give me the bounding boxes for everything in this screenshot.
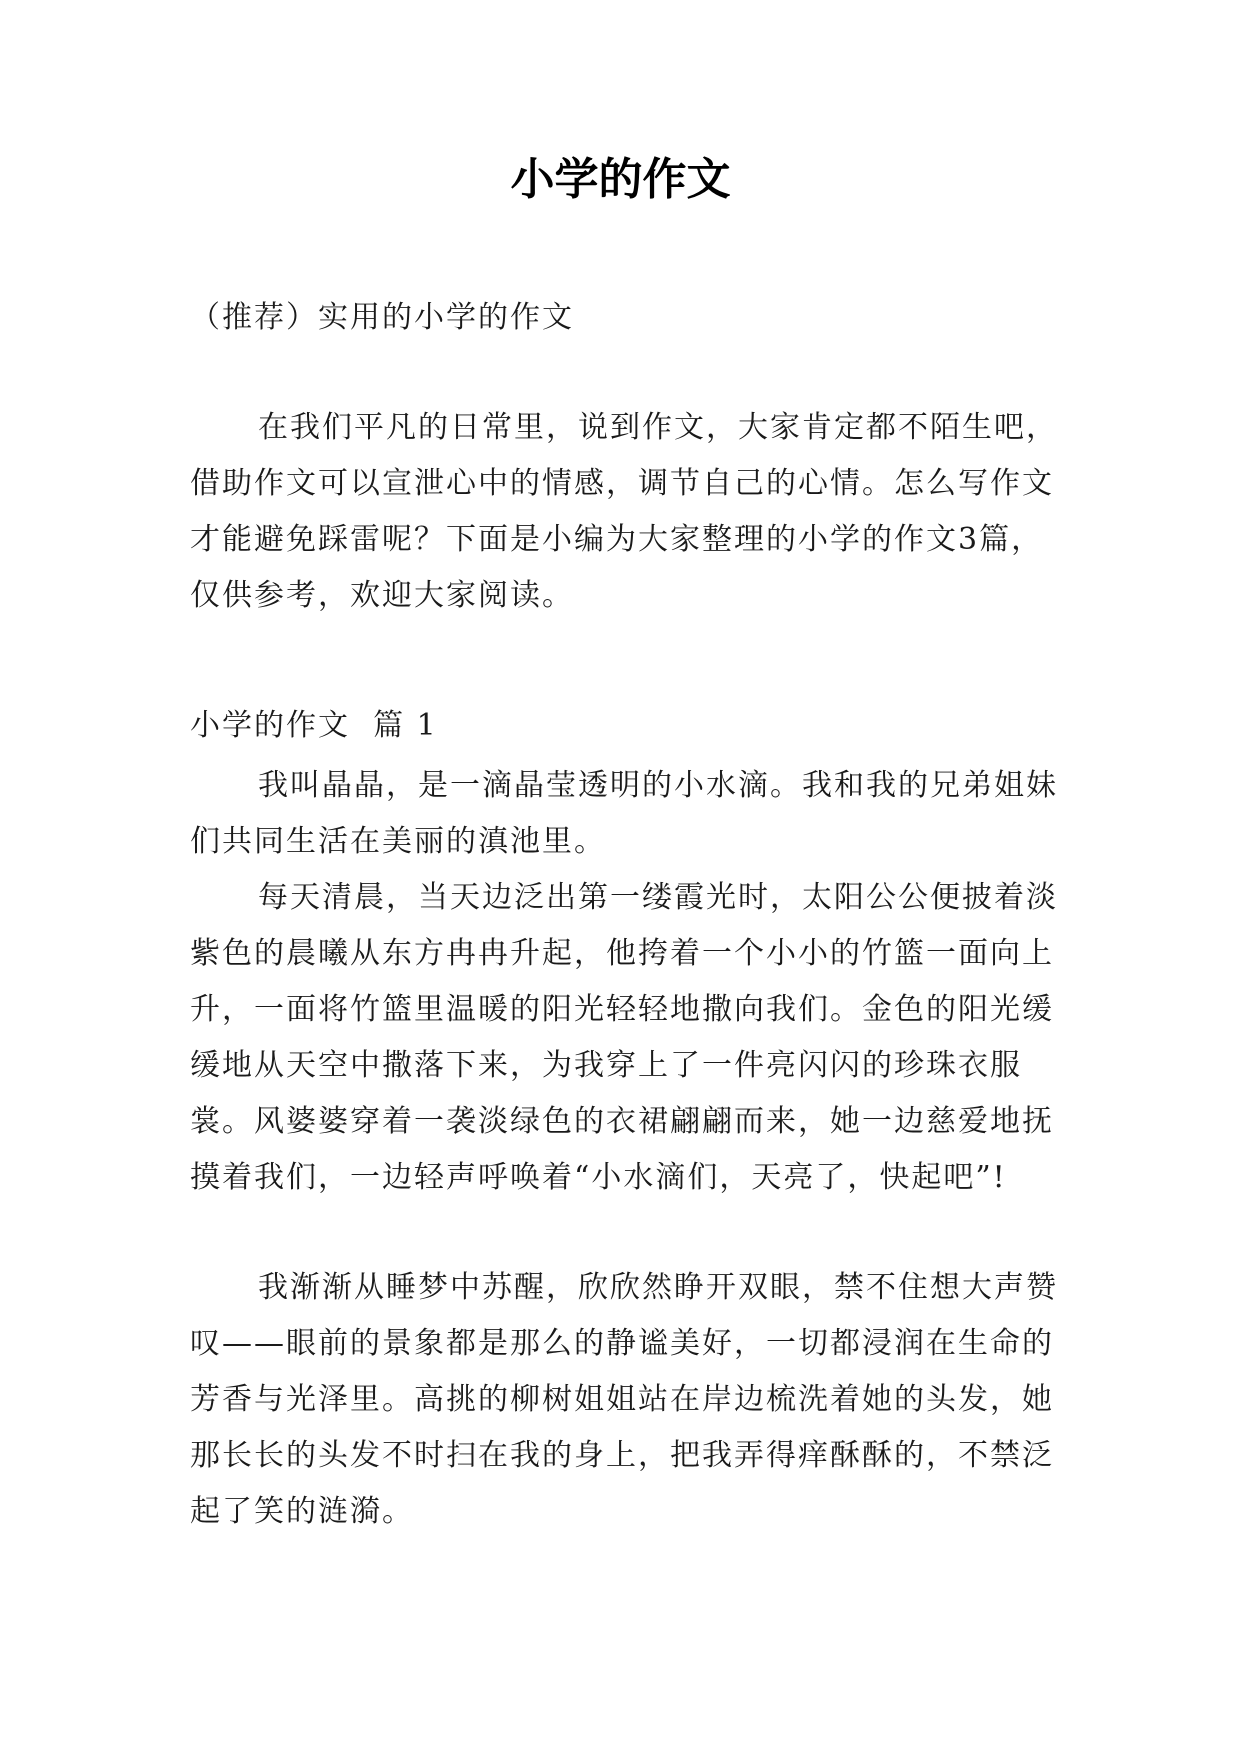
document-subtitle: （推荐）实用的小学的作文 [190, 300, 574, 335]
document-title: 小学的作文 [510, 154, 731, 205]
intro-paragraph: 在我们平凡的日常里，说到作文，大家肯定都不陌生吧，借助作文可以宣泄心中的情感，调节自己的心情。怎么写作文才能避免踩雷呢？下面是小编为大家整理的小学的作文3篇，仅供参考，欢迎大家阅读。 [190, 410, 1058, 613]
section-heading: 小学的作文 篇 1 [190, 708, 438, 743]
body-paragraph-1: 我叫晶晶，是一滴晶莹透明的小水滴。我和我的兄弟姐妹们共同生活在美丽的滇池里。 [190, 768, 1058, 859]
body-paragraph-3: 我渐渐从睡梦中苏醒，欣欣然睁开双眼，禁不住想大声赞叹——眼前的景象都是那么的静谧美好，一切都浸润在生命的芳香与光泽里。高挑的柳树姐姐站在岸边梳洗着她的头发，她那长长的头发不时扫在我的身上，把我弄得痒酥酥的，不禁泛起了笑的涟漪。 [190, 1270, 1058, 1529]
body-paragraph-2: 每天清晨，当天边泛出第一缕霞光时，太阳公公便披着淡紫色的晨曦从东方冉冉升起，他挎着一个小小的竹篮一面向上升，一面将竹篮里温暖的阳光轻轻地撒向我们。金色的阳光缓缓地从天空中撒落下来，为我穿上了一件亮闪闪的珍珠衣服裳。风婆婆穿着一袭淡绿色的衣裙翩翩而来，她一边慈爱地抚摸着我们，一边轻声呼唤着“小水滴们，天亮了，快起吧”! [190, 880, 1058, 1195]
